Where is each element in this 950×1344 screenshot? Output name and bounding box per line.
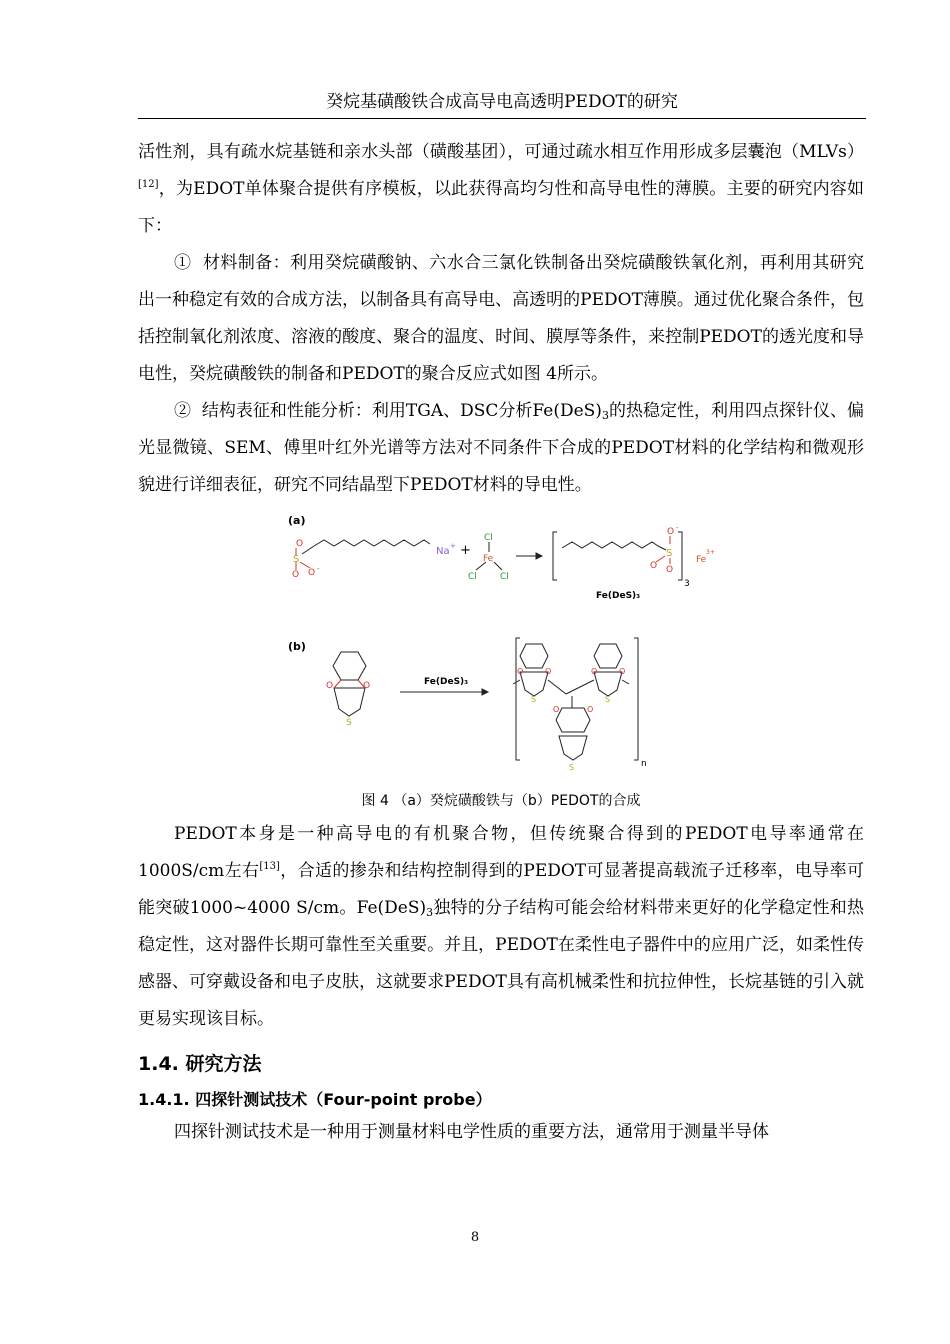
paragraph-intro [138, 134, 864, 245]
oxygen-atom: O [591, 667, 598, 676]
paragraph-text: ，合适的掺杂和结构控制得到的PEDOT可显著提高载流子迁移率，电导率可能突破1000~4000 S/cm。Fe(DeS) [138, 861, 864, 918]
chlorine-atom: Cl [500, 572, 509, 582]
running-header: 癸烷基磺酸铁合成高导电高透明PEDOT的研究 [326, 92, 678, 112]
paragraph-text: 结构表征和性能分析：利用TGA、DSC分析Fe(DeS) [201, 401, 602, 421]
iron-ion: Fe [696, 555, 707, 565]
paragraph-text: ，为EDOT单体聚合提供有序模板，以此获得高均匀性和高导电性的薄膜。主要的研究内容如下： [138, 179, 864, 236]
edot-monomer-structure [333, 652, 366, 716]
citation-13: [13] [259, 861, 280, 872]
minus-charge: - [317, 565, 320, 573]
plus-charge: + [450, 542, 456, 550]
paragraph-four-point: 四探针测试技术是一种用于测量材料电学性质的重要方法，通常用于测量半导体 [174, 1122, 769, 1142]
paragraph-text: PEDOT本身是一种高导电的有机聚合物，但传统聚合得到的PEDOT电导率通常在1000S/cm左右 [138, 824, 864, 881]
panel-b-label: (b) [288, 640, 306, 653]
plus-sign: + [460, 543, 471, 558]
section-heading-1-4: 1.4. 研究方法 [138, 1053, 262, 1075]
paragraph-text: 的热稳定性，利用四点探针仪、偏光显微镜、SEM、傅里叶红外光谱等方法对不同条件下合成的PEDOT材料的化学结构和微观形貌进行详细表征，研究不同结晶型下PEDOT材料的导电性。 [138, 401, 865, 495]
oxygen-atom: O [308, 568, 316, 578]
panel-a-label: (a) [288, 514, 306, 527]
header-rule [138, 118, 866, 119]
figure-4 [138, 504, 864, 786]
iron-atom: Fe [483, 554, 494, 564]
minus-charge: - [676, 524, 679, 532]
citation-12: [12] [138, 179, 159, 190]
chlorine-atom: Cl [468, 572, 477, 582]
sulfur-atom: S [531, 695, 537, 704]
paragraph-item-1 [138, 245, 864, 393]
reaction-arrow-b [400, 689, 488, 695]
sulfur-atom: S [605, 695, 611, 704]
page-body [138, 134, 864, 1151]
section-heading-1-4-1: 1.4.1. 四探针测试技术（Four-point probe） [138, 1090, 492, 1109]
oxygen-atom: O [545, 667, 552, 676]
paragraph-text: 材料制备：利用癸烷磺酸钠、六水合三氯化铁制备出癸烷磺酸铁氧化剂，再利用其研究出一种稳定有效的合成方法，以制备具有高导电、高透明的PEDOT薄膜。通过优化聚合条件，包括控制氧化剂浓度、溶液的酸度、聚合的温度、时间、膜厚等条件，来控制PEDOT的透光度和导电性，癸烷磺酸铁的制备和PEDOT的聚合反应式如图 4所示。 [138, 253, 865, 384]
oxygen-atom: O [587, 705, 594, 714]
oxygen-atom: O [666, 565, 674, 575]
oxygen-atom: O [667, 527, 675, 537]
page-number: 8 [470, 1230, 480, 1245]
item-marker: ② [174, 401, 192, 421]
subscript-3: 3 [684, 579, 690, 589]
sodium-atom: Na [436, 546, 450, 557]
reaction-scheme [138, 504, 864, 786]
oxygen-atom: O [619, 667, 626, 676]
paragraph-item-2 [138, 393, 864, 504]
oxygen-atom: O [296, 539, 304, 549]
subscript: 3 [426, 906, 434, 919]
oxygen-atom: O [650, 561, 658, 571]
oxygen-atom: O [326, 681, 334, 691]
reaction-arrow-a [516, 553, 542, 559]
product-label: Fe(DeS)₃ [596, 591, 641, 601]
oxygen-atom: O [292, 570, 300, 580]
item-marker: ① [174, 253, 192, 273]
charge-3plus: 3+ [706, 549, 715, 556]
paragraph-pedot [138, 816, 864, 1038]
reagent-label: Fe(DeS)₃ [424, 677, 469, 687]
sulfur-atom: S [666, 548, 673, 559]
iron-decanesulfonate-structure [553, 532, 682, 580]
sulfur-atom: S [569, 763, 575, 772]
sulfur-atom: S [346, 718, 352, 728]
oxygen-atom: O [363, 681, 371, 691]
oxygen-atom: O [517, 667, 524, 676]
subscript-n: n [641, 759, 647, 769]
paragraph-text: 独特的分子结构可能会给材料带来更好的化学稳定性和热稳定性，这对器件长期可靠性至关重要。并且，PEDOT在柔性电子器件中的应用广泛，如柔性传感器、可穿戴设备和电子皮肤，这就要求PEDOT具有高机械柔性和抗拉伸性，长烷基链的引入就更易实现该目标。 [138, 898, 865, 1029]
subscript: 3 [601, 409, 609, 422]
figure-caption: 图 4 （a）癸烷磺酸铁与（b）PEDOT的合成 [361, 793, 641, 809]
chlorine-atom: Cl [484, 533, 493, 543]
sulfur-atom: S [293, 554, 300, 565]
paragraph-text: 活性剂，具有疏水烷基链和亲水头部（磺酸基团），可通过疏水相互作用形成多层囊泡（MLVs） [138, 142, 864, 162]
oxygen-atom: O [553, 705, 560, 714]
